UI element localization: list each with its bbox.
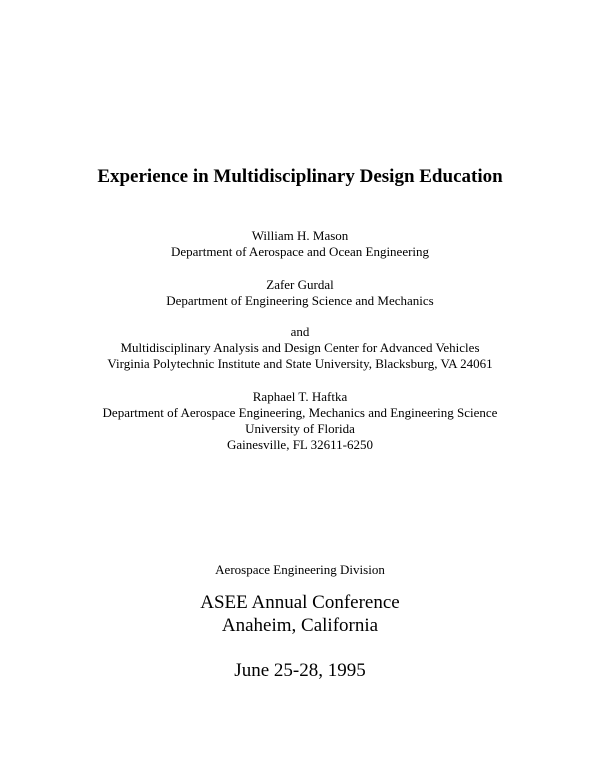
division-name: Aerospace Engineering Division [215, 562, 385, 577]
joint-affiliation-block [0, 324, 600, 372]
conference-date: June 25-28, 1995 [234, 660, 366, 681]
conference-location: Anaheim, California [221, 615, 379, 636]
author-name: Zafer Gurdal [266, 277, 334, 292]
paper-title: Experience in Multidisciplinary Design Education [97, 166, 503, 187]
author-block-mason [0, 228, 600, 260]
author-university: University of Florida [245, 421, 355, 436]
author-block-gurdal [0, 277, 600, 309]
author-block-haftka [0, 389, 600, 453]
author-department: Department of Aerospace Engineering, Mechanics and Engineering Science [102, 405, 498, 420]
author-affiliation: Department of Engineering Science and Mechanics [166, 293, 434, 308]
conference-block [0, 591, 600, 637]
author-name: Raphael T. Haftka [252, 389, 348, 404]
conference-name: ASEE Annual Conference [200, 592, 400, 613]
center-name: Multidisciplinary Analysis and Design Center for Advanced Vehicles [120, 340, 480, 355]
author-address: Gainesville, FL 32611-6250 [227, 437, 373, 452]
university-address: Virginia Polytechnic Institute and State University, Blacksburg, VA 24061 [107, 356, 493, 371]
author-affiliation: Department of Aerospace and Ocean Engineering [170, 244, 430, 259]
author-name: William H. Mason [251, 228, 349, 243]
conjunction-and: and [290, 324, 310, 339]
